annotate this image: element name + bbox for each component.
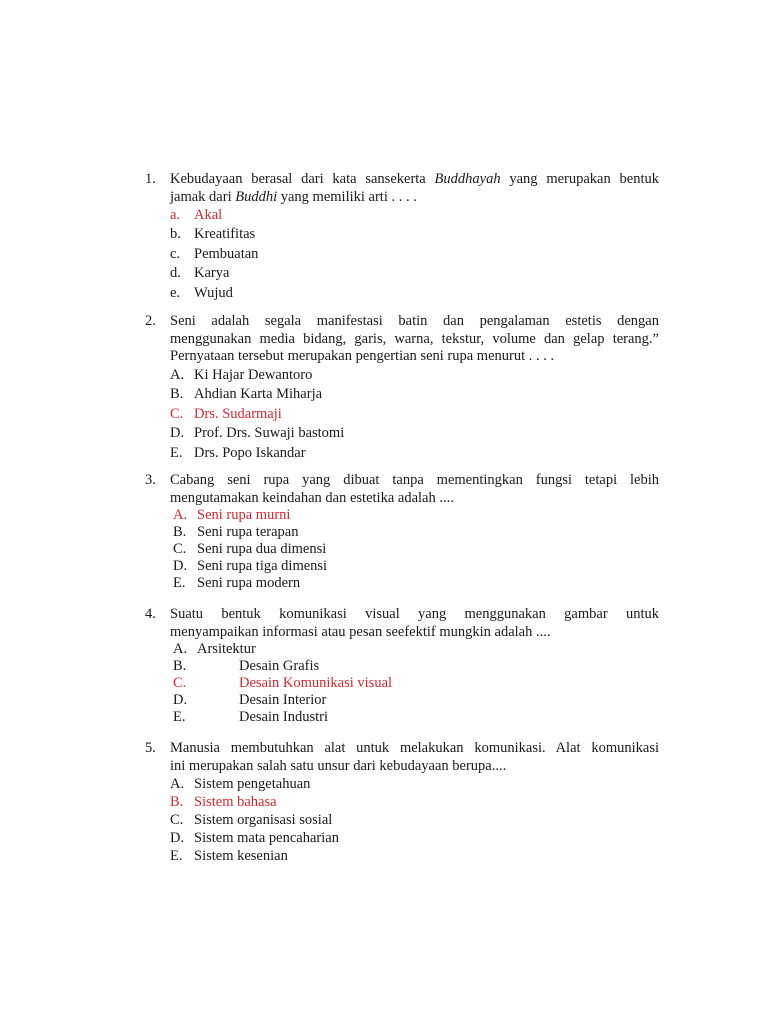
option-c: c. Pembuatan bbox=[170, 245, 259, 262]
question-line: Manusia membutuhkan alat untuk melakukan komunikasi. Alat komunikasi bbox=[170, 740, 659, 756]
option-c: C. Desain Komunikasi visual bbox=[173, 675, 393, 691]
question-line: menyampaikan informasi atau pesan seefektif mungkin adalah .... bbox=[170, 623, 551, 640]
option-d: D. Desain Interior bbox=[173, 692, 327, 708]
option-d: D. Seni rupa tiga dimensi bbox=[173, 558, 328, 574]
option-a: a. Akal bbox=[170, 207, 223, 223]
option-e: e. Wujud bbox=[170, 284, 233, 301]
option-e: E. Seni rupa modern bbox=[173, 575, 301, 591]
question-text bbox=[170, 472, 659, 507]
option-c: C. Sistem organisasi sosial bbox=[170, 812, 333, 828]
option-a: A. Ki Hajar Dewantoro bbox=[170, 366, 313, 383]
option-b: b. Kreatifitas bbox=[170, 226, 256, 243]
answer-options bbox=[170, 775, 659, 865]
option-b: B. Sistem bahasa bbox=[170, 794, 277, 810]
question-line: Pernyataan tersebut merupakan pengertian seni rupa menurut . . . . bbox=[170, 348, 555, 364]
question-number: 4. bbox=[145, 606, 156, 622]
option-a: A. Seni rupa murni bbox=[173, 507, 291, 523]
question-3 bbox=[145, 472, 659, 592]
option-e: E. Desain Industri bbox=[173, 709, 328, 725]
question-line: mengutamakan keindahan dan estetika adalah .... bbox=[170, 489, 454, 506]
option-d: d. Karya bbox=[170, 265, 230, 282]
question-number: 3. bbox=[145, 472, 156, 488]
option-c: C. Drs. Sudarmaji bbox=[170, 405, 282, 422]
option-c: C. Seni rupa dua dimensi bbox=[173, 541, 327, 557]
option-e: E. Drs. Popo Iskandar bbox=[170, 444, 306, 461]
option-e: E. Sistem kesenian bbox=[170, 848, 288, 864]
question-text bbox=[170, 313, 659, 366]
question-4 bbox=[145, 606, 659, 726]
option-a: A. Sistem pengetahuan bbox=[170, 776, 311, 792]
answer-options bbox=[173, 507, 659, 592]
question-line: Seni adalah segala manifestasi batin dan pengalaman estetis dengan bbox=[170, 313, 659, 329]
question-text bbox=[170, 606, 659, 641]
question-2 bbox=[145, 313, 659, 463]
option-d: D. Prof. Drs. Suwaji bastomi bbox=[170, 425, 345, 441]
option-b: B. Seni rupa terapan bbox=[173, 524, 299, 540]
option-a: A. Arsitektur bbox=[173, 641, 256, 657]
question-line: Cabang seni rupa yang dibuat tanpa mementingkan fungsi tetapi lebih bbox=[170, 472, 659, 488]
question-5 bbox=[145, 740, 659, 865]
question-line: jamak dari Buddhi yang memiliki arti . . . . bbox=[170, 188, 417, 205]
question-text bbox=[170, 740, 659, 775]
option-b: B. Ahdian Karta Miharja bbox=[170, 386, 323, 402]
question-line: Suatu bentuk komunikasi visual yang menggunakan gambar untuk bbox=[170, 606, 659, 622]
question-line: ini merupakan salah satu unsur dari kebudayaan berupa.... bbox=[170, 757, 507, 774]
answer-options bbox=[170, 206, 659, 303]
question-number: 2. bbox=[145, 313, 156, 329]
option-d: D. Sistem mata pencaharian bbox=[170, 830, 339, 846]
question-line: menggunakan media bidang, garis, warna, tekstur, volume dan gelap terang.” bbox=[170, 330, 659, 347]
question-text bbox=[170, 171, 659, 206]
option-b: B. Desain Grafis bbox=[173, 658, 320, 674]
question-line: Kebudayaan berasal dari kata sansekerta Buddhayah yang merupakan bentuk bbox=[170, 171, 659, 187]
answer-options bbox=[173, 641, 659, 726]
question-number: 1. bbox=[145, 171, 156, 187]
answer-options bbox=[170, 366, 659, 464]
question-number: 5. bbox=[145, 740, 156, 756]
question-1 bbox=[145, 171, 659, 303]
